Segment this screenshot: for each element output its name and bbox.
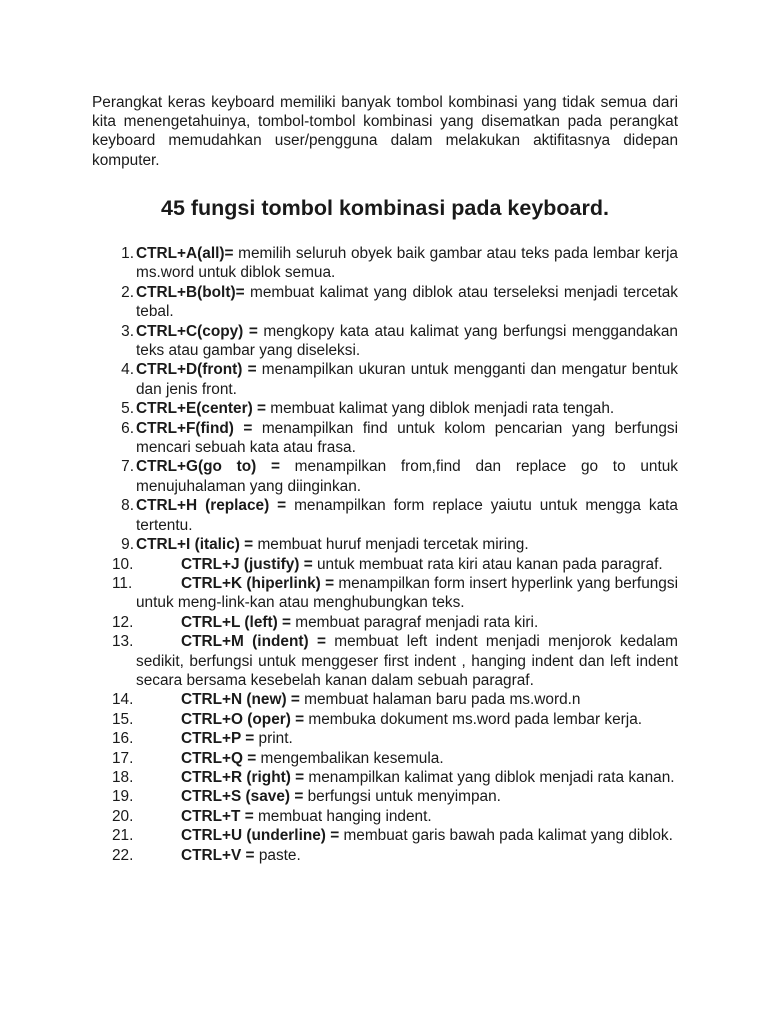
list-item [92,457,678,496]
shortcut-key: CTRL+R (right) = [181,768,305,786]
shortcut-key: CTRL+A(all)= [136,245,234,262]
shortcut-description: membuat kalimat yang diblok atau terseleksi menjadi tercetak tebal. [136,283,678,321]
shortcut-description: membuat left indent menjadi menjorok kedalam sedikit, berfungsi untuk menggeser first indent , hanging indent dan left indent secara bersama kesebelah kanan dalam sebuah paragraf. [136,633,678,689]
shortcut-description: menampilkan find untuk kolom pencarian yang berfungsi mencari sebuah kata atau frasa. [136,419,678,457]
shortcut-description: membuat paragraf menjadi rata kiri. [291,613,539,631]
item-number: 18. [112,768,134,786]
item-number: 19. [112,788,134,806]
item-number: 7. [121,458,134,476]
shortcut-description: memilih seluruh obyek baik gambar atau teks pada lembar kerja ms.word untuk diblok semua. [136,245,678,282]
list-item [92,826,678,845]
shortcut-key: CTRL+I (italic) = [136,536,254,554]
shortcut-key: CTRL+T = [181,807,254,825]
list-item [92,787,678,806]
shortcut-description: mengkopy kata atau kalimat yang berfungsi menggandakan teks atau gambar yang diseleksi. [136,322,678,360]
shortcut-key: CTRL+L (left) = [181,613,292,631]
shortcut-key: CTRL+C(copy) = [136,322,258,340]
list-item [92,244,678,283]
shortcut-key: CTRL+G(go to) = [136,458,280,476]
list-item [92,710,678,729]
list-item [92,574,678,613]
item-number: 6. [121,419,134,437]
item-number: 11. [112,574,133,592]
shortcut-description: menampilkan from,find dan replace go to untuk menujuhalaman yang diinginkan. [136,458,678,495]
shortcut-key: CTRL+Q = [181,749,257,767]
shortcut-key: CTRL+K (hiperlink) = [181,574,335,592]
item-number: 3. [121,322,134,340]
shortcut-description: berfungsi untuk menyimpan. [303,788,501,806]
shortcut-list [92,244,678,865]
shortcut-key: CTRL+J (justify) = [181,555,313,573]
shortcut-key: CTRL+B(bolt)= [136,283,245,301]
item-number: 22. [112,846,134,864]
item-number: 17. [112,749,134,767]
item-number: 1. [121,245,134,262]
shortcut-description: membuat halaman baru pada ms.word.n [299,691,581,709]
item-number: 2. [121,283,134,301]
shortcut-description: menampilkan form insert hyperlink yang berfungsi untuk meng-link-kan atau menghubungkan teks. [136,574,678,612]
shortcut-key: CTRL+P = [181,730,255,748]
shortcut-description: print. [254,730,293,748]
item-number: 8. [121,497,134,515]
shortcut-key: CTRL+O (oper) = [181,710,305,728]
list-item [92,807,678,826]
item-number: 16. [112,730,134,748]
list-item [92,399,678,418]
list-item [92,749,678,768]
shortcut-key: CTRL+S (save) = [181,788,304,806]
list-item [92,846,678,865]
list-item [92,322,678,361]
shortcut-description: menampilkan ukuran untuk mengganti dan mengatur bentuk dan jenis front. [136,361,678,398]
shortcut-description: mengembalikan kesemula. [256,749,444,767]
item-number: 10. [112,555,134,573]
list-item [92,496,678,535]
shortcut-description: paste. [254,846,301,864]
list-item [92,283,678,322]
shortcut-key: CTRL+H (replace) = [136,497,287,515]
shortcut-description: membuat kalimat yang diblok menjadi rata tengah. [266,400,615,418]
shortcut-key: CTRL+E(center) = [136,400,266,418]
list-item [92,613,678,632]
item-number: 20. [112,807,134,825]
list-item [92,419,678,458]
shortcut-key: CTRL+N (new) = [181,691,300,709]
list-item [92,690,678,709]
shortcut-description: menampilkan form replace yaiutu untuk mengga kata tertentu. [136,497,678,534]
shortcut-key: CTRL+V = [181,846,255,864]
list-item [92,535,678,554]
item-number: 5. [121,400,134,418]
shortcut-key: CTRL+F(find) = [136,419,253,437]
item-number: 4. [121,361,134,379]
list-item [92,768,678,787]
shortcut-description: menampilkan kalimat yang diblok menjadi rata kanan. [304,768,675,786]
shortcut-key: CTRL+D(front) = [136,361,257,379]
shortcut-key: CTRL+M (indent) = [181,633,326,651]
shortcut-description: membuat garis bawah pada kalimat yang diblok. [339,827,673,845]
shortcut-key: CTRL+U (underline) = [181,827,340,845]
item-number: 21. [112,827,134,845]
list-item [92,360,678,399]
list-item [92,632,678,690]
item-number: 12. [112,613,134,631]
list-item [92,555,678,574]
shortcut-description: membuat huruf menjadi tercetak miring. [253,536,529,554]
shortcut-description: membuat hanging indent. [253,807,432,825]
list-item [92,729,678,748]
intro-paragraph: Perangkat keras keyboard memiliki banyak tombol kombinasi yang tidak semua dari kita menengetahuinya, tombol-tombol kombinasi yang disematkan pada perangkat keyboard memudahkan user/pengguna dalam melakukan aktifitasnya didepan komputer. [92,94,678,169]
item-number: 15. [112,710,134,728]
item-number: 9. [121,536,134,554]
shortcut-description: untuk membuat rata kiri atau kanan pada paragraf. [312,555,663,573]
shortcut-description: membuka dokument ms.word pada lembar kerja. [304,710,643,728]
item-number: 13. [112,633,134,651]
item-number: 14. [112,691,134,709]
document-title: 45 fungsi tombol kombinasi pada keyboard. [160,196,609,220]
